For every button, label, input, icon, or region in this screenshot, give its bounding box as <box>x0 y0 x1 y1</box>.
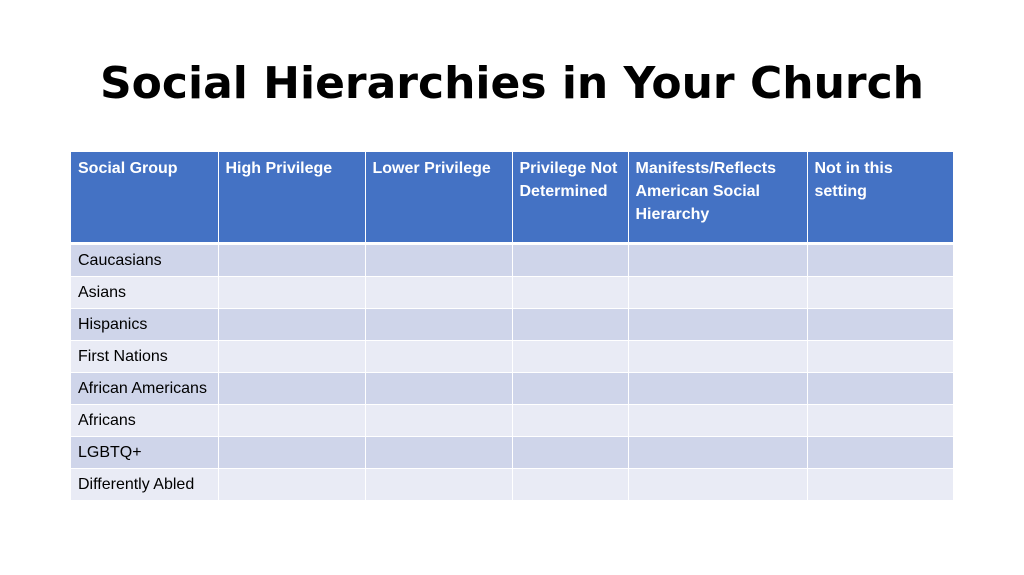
header-lower-privilege: Lower Privilege <box>365 152 512 243</box>
table-cell <box>628 436 807 468</box>
social-hierarchy-table <box>71 152 953 501</box>
row-group-label: Hispanics <box>71 308 218 340</box>
table-row <box>71 372 953 404</box>
table-cell <box>218 436 365 468</box>
table-cell <box>365 404 512 436</box>
table-row <box>71 436 953 468</box>
table-row <box>71 243 953 276</box>
row-group-label: Asians <box>71 276 218 308</box>
table-cell <box>365 340 512 372</box>
table-row <box>71 340 953 372</box>
row-group-label: LGBTQ+ <box>71 436 218 468</box>
table-cell <box>218 404 365 436</box>
slide-title: Social Hierarchies in Your Church <box>99 58 924 109</box>
table-cell <box>512 340 628 372</box>
table-cell <box>807 340 953 372</box>
table-cell <box>365 372 512 404</box>
table-cell <box>218 372 365 404</box>
table-cell <box>218 308 365 340</box>
table-cell <box>365 276 512 308</box>
table-cell <box>512 468 628 500</box>
table-cell <box>807 468 953 500</box>
table-header-row <box>71 152 953 243</box>
table-cell <box>807 436 953 468</box>
table-row <box>71 276 953 308</box>
table-cell <box>512 243 628 276</box>
table-cell <box>807 308 953 340</box>
row-group-label: African Americans <box>71 372 218 404</box>
table-cell <box>512 404 628 436</box>
header-high-privilege: High Privilege <box>218 152 365 243</box>
table-cell <box>807 372 953 404</box>
table-row <box>71 404 953 436</box>
table-cell <box>807 404 953 436</box>
header-social-group: Social Group <box>71 152 218 243</box>
table-cell <box>628 243 807 276</box>
table-cell <box>628 468 807 500</box>
row-group-label: Differently Abled <box>71 468 218 500</box>
header-privilege-not-determined: Privilege Not Determined <box>512 152 628 243</box>
table-cell <box>512 436 628 468</box>
table-cell <box>512 276 628 308</box>
table-cell <box>365 243 512 276</box>
table-cell <box>628 308 807 340</box>
table-cell <box>365 308 512 340</box>
table-cell <box>807 276 953 308</box>
header-manifests-reflects: Manifests/Reflects American Social Hierarchy <box>628 152 807 243</box>
table-cell <box>807 243 953 276</box>
table-cell <box>218 276 365 308</box>
header-not-in-setting: Not in this setting <box>807 152 953 243</box>
table-cell <box>218 243 365 276</box>
table-cell <box>512 372 628 404</box>
table-cell <box>628 404 807 436</box>
row-group-label: Caucasians <box>71 243 218 276</box>
table-cell <box>512 308 628 340</box>
table-row <box>71 468 953 500</box>
row-group-label: First Nations <box>71 340 218 372</box>
row-group-label: Africans <box>71 404 218 436</box>
table-row <box>71 308 953 340</box>
table-cell <box>628 276 807 308</box>
table-cell <box>218 340 365 372</box>
table-cell <box>218 468 365 500</box>
table-cell <box>365 468 512 500</box>
table-cell <box>628 340 807 372</box>
table-cell <box>365 436 512 468</box>
table-cell <box>628 372 807 404</box>
